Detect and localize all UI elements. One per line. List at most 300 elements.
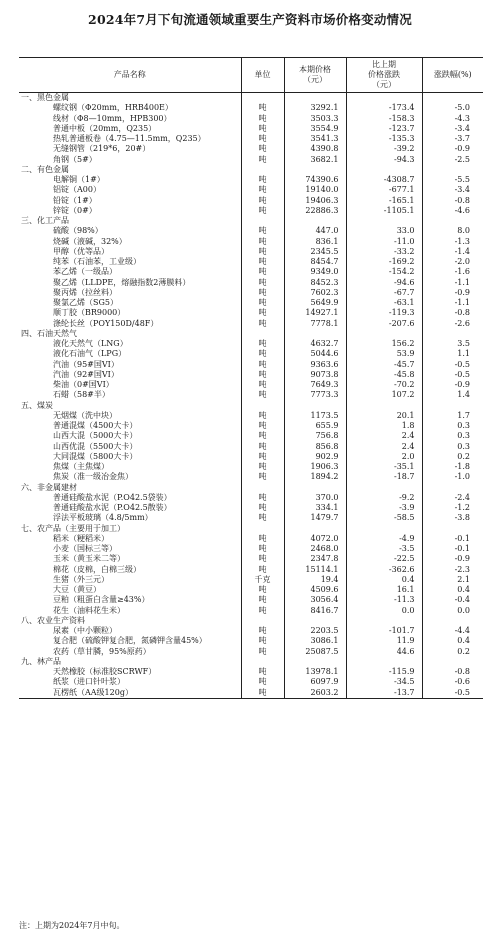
price-cell: 3503.3	[284, 114, 346, 124]
product-name: 烧碱（液碱，32%）	[53, 236, 127, 246]
unit-cell: 吨	[241, 206, 284, 216]
change-cell: 1.8	[346, 421, 422, 431]
percent-cell: 0.3	[422, 431, 483, 441]
product-name: 普通硅酸盐水泥（P.O42.5散装）	[53, 503, 172, 512]
empty-cell	[346, 216, 422, 226]
table-row	[19, 206, 483, 216]
empty-cell	[284, 216, 346, 226]
category-name: 四、石油天然气	[21, 328, 77, 338]
percent-cell: -0.1	[422, 544, 483, 554]
change-cell: -101.7	[346, 626, 422, 636]
percent-cell: -0.9	[422, 554, 483, 564]
percent-cell: -2.0	[422, 257, 483, 267]
empty-cell	[422, 329, 483, 339]
price-cell: 4072.0	[284, 534, 346, 544]
product-name: 电解铜（1#）	[53, 175, 105, 184]
table-row	[19, 339, 483, 349]
product-name: 天然橡胶（标准胶SCRWF）	[53, 667, 157, 676]
unit-cell: 吨	[241, 626, 284, 636]
product-name: 豆粕（粗蛋白含量≥43%）	[53, 595, 150, 605]
category-row	[19, 165, 483, 175]
percent-cell: -0.9	[422, 144, 483, 154]
product-name: 普通混煤（4500大卡）	[53, 421, 138, 430]
price-cell: 1906.3	[284, 462, 346, 472]
table-row	[19, 196, 483, 206]
product-name: 聚氯乙烯（SG5）	[53, 298, 118, 307]
price-cell: 74390.6	[284, 175, 346, 185]
table-row	[19, 636, 483, 646]
price-cell: 13978.1	[284, 667, 346, 677]
category-name: 六、非金属建材	[21, 482, 77, 492]
change-cell: -94.3	[346, 155, 422, 165]
table-row	[19, 349, 483, 359]
price-cell: 447.0	[284, 226, 346, 236]
unit-cell: 吨	[241, 544, 284, 554]
percent-cell: -4.6	[422, 206, 483, 216]
empty-cell	[422, 165, 483, 175]
category-row	[19, 483, 483, 493]
change-cell: -70.2	[346, 380, 422, 390]
change-cell: 20.1	[346, 411, 422, 421]
percent-cell: 0.4	[422, 585, 483, 595]
unit-cell: 吨	[241, 554, 284, 564]
price-table	[19, 57, 483, 699]
price-cell: 4632.7	[284, 339, 346, 349]
table-row	[19, 278, 483, 288]
price-cell: 14927.1	[284, 308, 346, 318]
change-cell: -67.7	[346, 288, 422, 298]
table-row	[19, 554, 483, 564]
empty-cell	[346, 401, 422, 411]
product-name: 纯苯（石油苯，工业级）	[53, 257, 141, 266]
percent-cell: -0.5	[422, 360, 483, 370]
product-name: 花生（油料花生米）	[53, 605, 125, 615]
product-name: 聚乙烯（LLDPE，熔融指数2薄膜料）	[53, 277, 191, 287]
product-name: 柴油（0#国VI）	[53, 380, 114, 389]
table-row	[19, 237, 483, 247]
table-row	[19, 452, 483, 462]
change-cell: -22.5	[346, 554, 422, 564]
product-name: 小麦（国标三等）	[53, 544, 117, 553]
change-cell: -4308.7	[346, 175, 422, 185]
unit-cell: 吨	[241, 237, 284, 247]
table-row	[19, 534, 483, 544]
price-cell: 5044.6	[284, 349, 346, 359]
change-cell: -135.3	[346, 134, 422, 144]
unit-cell: 吨	[241, 390, 284, 400]
unit-cell: 千克	[241, 575, 284, 585]
unit-cell: 吨	[241, 226, 284, 236]
percent-cell: 0.3	[422, 421, 483, 431]
unit-cell: 吨	[241, 257, 284, 267]
price-cell: 7778.1	[284, 319, 346, 329]
price-cell: 7773.3	[284, 390, 346, 400]
percent-cell: -0.9	[422, 380, 483, 390]
percent-cell: -3.4	[422, 124, 483, 134]
header-price-change: 比上期 价格涨跌 （元）	[346, 58, 422, 93]
price-cell: 19406.3	[284, 196, 346, 206]
price-cell: 3554.9	[284, 124, 346, 134]
change-cell: 156.2	[346, 339, 422, 349]
empty-cell	[241, 616, 284, 626]
empty-cell	[241, 524, 284, 534]
price-cell: 1894.2	[284, 472, 346, 482]
price-cell: 7649.3	[284, 380, 346, 390]
table-row	[19, 411, 483, 421]
change-cell: -13.7	[346, 688, 422, 699]
percent-cell: -0.5	[422, 370, 483, 380]
percent-cell: -1.1	[422, 278, 483, 288]
empty-cell	[241, 329, 284, 339]
product-name: 螺纹钢（Φ20mm，HRB400E）	[53, 103, 173, 113]
table-body	[19, 93, 483, 699]
unit-cell: 吨	[241, 565, 284, 575]
change-cell: 2.4	[346, 431, 422, 441]
percent-cell: 0.0	[422, 606, 483, 616]
percent-cell: -0.8	[422, 196, 483, 206]
product-name: 涤纶长丝（POY150D/48F）	[53, 318, 159, 328]
unit-cell: 吨	[241, 442, 284, 452]
empty-cell	[346, 657, 422, 667]
change-cell: -58.5	[346, 513, 422, 523]
percent-cell: -0.8	[422, 667, 483, 677]
unit-cell: 吨	[241, 534, 284, 544]
table-row	[19, 380, 483, 390]
unit-cell: 吨	[241, 339, 284, 349]
category-name: 九、林产品	[21, 656, 61, 666]
percent-cell: -5.0	[422, 103, 483, 113]
unit-cell: 吨	[241, 431, 284, 441]
table-row	[19, 575, 483, 585]
change-cell: -34.5	[346, 677, 422, 687]
percent-cell: -2.6	[422, 319, 483, 329]
table-header	[19, 58, 483, 93]
table-row	[19, 677, 483, 687]
price-cell: 22886.3	[284, 206, 346, 216]
table-row	[19, 370, 483, 380]
change-cell: -362.6	[346, 565, 422, 575]
price-cell: 856.8	[284, 442, 346, 452]
price-cell: 2468.0	[284, 544, 346, 554]
percent-cell: -1.1	[422, 298, 483, 308]
product-name: 浮法平板玻璃（4.8/5mm）	[53, 513, 153, 523]
percent-cell: -0.1	[422, 534, 483, 544]
change-cell: 53.9	[346, 349, 422, 359]
table-row	[19, 688, 483, 699]
unit-cell: 吨	[241, 319, 284, 329]
percent-cell: -0.4	[422, 595, 483, 605]
table-row	[19, 103, 483, 113]
change-cell: -173.4	[346, 103, 422, 113]
product-name: 甲醇（优等品）	[53, 246, 109, 256]
change-cell: -158.3	[346, 114, 422, 124]
empty-cell	[346, 93, 422, 104]
empty-cell	[284, 616, 346, 626]
category-row	[19, 216, 483, 226]
header-product-name: 产品名称	[19, 58, 241, 93]
table-row	[19, 513, 483, 523]
header-current-price: 本期价格 （元）	[284, 58, 346, 93]
unit-cell: 吨	[241, 606, 284, 616]
table-row	[19, 124, 483, 134]
change-cell: -123.7	[346, 124, 422, 134]
unit-cell: 吨	[241, 493, 284, 503]
unit-cell: 吨	[241, 421, 284, 431]
table-row	[19, 319, 483, 329]
unit-cell: 吨	[241, 134, 284, 144]
change-cell: -115.9	[346, 667, 422, 677]
price-cell: 3056.4	[284, 595, 346, 605]
empty-cell	[422, 657, 483, 667]
unit-cell: 吨	[241, 595, 284, 605]
table-row	[19, 175, 483, 185]
price-cell: 3292.1	[284, 103, 346, 113]
category-row	[19, 329, 483, 339]
percent-cell: 8.0	[422, 226, 483, 236]
percent-cell: -2.4	[422, 493, 483, 503]
product-name: 复合肥（硫酸钾复合肥，氮磷钾含量45%）	[53, 636, 207, 646]
empty-cell	[241, 657, 284, 667]
empty-cell	[346, 524, 422, 534]
change-cell: -35.1	[346, 462, 422, 472]
unit-cell: 吨	[241, 308, 284, 318]
unit-cell: 吨	[241, 452, 284, 462]
empty-cell	[241, 216, 284, 226]
empty-cell	[346, 483, 422, 493]
percent-cell: 0.4	[422, 636, 483, 646]
percent-cell: -1.2	[422, 503, 483, 513]
category-name: 八、农业生产资料	[21, 615, 85, 625]
product-name: 大同混煤（5800大卡）	[53, 451, 138, 461]
product-name: 线材（Φ8—10mm，HPB300）	[53, 113, 172, 123]
price-cell: 370.0	[284, 493, 346, 503]
price-cell: 756.8	[284, 431, 346, 441]
change-cell: 16.1	[346, 585, 422, 595]
change-cell: -11.3	[346, 595, 422, 605]
change-cell: -63.1	[346, 298, 422, 308]
percent-cell: -1.6	[422, 267, 483, 277]
empty-cell	[284, 657, 346, 667]
price-cell: 655.9	[284, 421, 346, 431]
table-row	[19, 185, 483, 195]
category-name: 五、煤炭	[21, 400, 53, 410]
unit-cell: 吨	[241, 503, 284, 513]
change-cell: -165.1	[346, 196, 422, 206]
price-cell: 25087.5	[284, 647, 346, 657]
empty-cell	[284, 483, 346, 493]
unit-cell: 吨	[241, 677, 284, 687]
table-row	[19, 472, 483, 482]
change-cell: -11.0	[346, 237, 422, 247]
table-row	[19, 585, 483, 595]
product-name: 聚丙烯（拉丝料）	[53, 287, 117, 297]
percent-cell: 1.1	[422, 349, 483, 359]
price-cell: 5649.9	[284, 298, 346, 308]
product-name: 汽油（95#国VI）	[53, 359, 119, 369]
unit-cell: 吨	[241, 103, 284, 113]
price-cell: 9349.0	[284, 267, 346, 277]
price-cell: 8452.3	[284, 278, 346, 288]
price-cell: 2203.5	[284, 626, 346, 636]
change-cell: 11.9	[346, 636, 422, 646]
percent-cell: -3.4	[422, 185, 483, 195]
product-name: 山西优混（5500大卡）	[53, 441, 138, 451]
empty-cell	[422, 524, 483, 534]
change-cell: -4.9	[346, 534, 422, 544]
percent-cell: -2.3	[422, 565, 483, 575]
change-cell: -1105.1	[346, 206, 422, 216]
product-name: 汽油（92#国VI）	[53, 369, 119, 379]
product-name: 瓦楞纸（AA级120g）	[19, 688, 241, 699]
unit-cell: 吨	[241, 247, 284, 257]
table-row	[19, 390, 483, 400]
unit-cell: 吨	[241, 278, 284, 288]
empty-cell	[346, 616, 422, 626]
header-change-percent: 涨跌幅(%)	[422, 58, 483, 93]
change-cell: -3.5	[346, 544, 422, 554]
unit-cell: 吨	[241, 124, 284, 134]
unit-cell: 吨	[241, 380, 284, 390]
table-row	[19, 462, 483, 472]
table-row	[19, 442, 483, 452]
percent-cell: -0.6	[422, 677, 483, 687]
change-cell: -154.2	[346, 267, 422, 277]
unit-cell: 吨	[241, 411, 284, 421]
empty-cell	[284, 524, 346, 534]
empty-cell	[346, 165, 422, 175]
header-unit: 单位	[241, 58, 284, 93]
change-cell: -9.2	[346, 493, 422, 503]
unit-cell: 吨	[241, 196, 284, 206]
price-cell: 3086.1	[284, 636, 346, 646]
product-name: 大豆（黄豆）	[53, 585, 101, 594]
price-cell: 4390.8	[284, 144, 346, 154]
product-name: 普通中板（20mm，Q235）	[53, 123, 157, 133]
percent-cell: -0.8	[422, 308, 483, 318]
category-name: 七、农产品（主要用于加工）	[21, 523, 125, 533]
empty-cell	[241, 483, 284, 493]
empty-cell	[346, 329, 422, 339]
unit-cell: 吨	[241, 688, 284, 699]
price-cell: 836.1	[284, 237, 346, 247]
price-cell: 902.9	[284, 452, 346, 462]
product-name: 玉米（黄玉米二等）	[53, 554, 125, 564]
category-name: 二、有色金属	[21, 164, 69, 174]
empty-cell	[422, 216, 483, 226]
percent-cell: 0.3	[422, 442, 483, 452]
change-cell: -18.7	[346, 472, 422, 482]
table-row	[19, 114, 483, 124]
product-name: 尿素（中小颗粒）	[53, 626, 117, 635]
percent-cell: -0.5	[422, 688, 483, 699]
price-cell: 9363.6	[284, 360, 346, 370]
table-row	[19, 155, 483, 165]
unit-cell: 吨	[241, 144, 284, 154]
category-name: 三、化工产品	[21, 216, 69, 225]
percent-cell: 0.2	[422, 647, 483, 657]
product-name: 液化石油气（LPG）	[53, 349, 127, 359]
price-cell: 15114.1	[284, 565, 346, 575]
empty-cell	[422, 401, 483, 411]
table-row	[19, 308, 483, 318]
price-cell: 334.1	[284, 503, 346, 513]
price-cell: 8454.7	[284, 257, 346, 267]
category-row	[19, 524, 483, 534]
table-row	[19, 267, 483, 277]
unit-cell: 吨	[241, 185, 284, 195]
percent-cell: -3.8	[422, 513, 483, 523]
price-cell: 3541.3	[284, 134, 346, 144]
unit-cell: 吨	[241, 360, 284, 370]
product-name: 生猪（外三元）	[53, 574, 109, 584]
change-cell: -45.8	[346, 370, 422, 380]
table-row	[19, 257, 483, 267]
category-name: 一、黑色金属	[21, 93, 69, 102]
category-row	[19, 401, 483, 411]
change-cell: 44.6	[346, 647, 422, 657]
price-cell: 2347.8	[284, 554, 346, 564]
product-name: 纸浆（进口针叶浆）	[53, 677, 125, 687]
price-cell: 6097.9	[284, 677, 346, 687]
empty-cell	[284, 401, 346, 411]
unit-cell: 吨	[241, 175, 284, 185]
percent-cell: -1.4	[422, 247, 483, 257]
product-name: 硫酸（98%）	[53, 226, 103, 236]
empty-cell	[284, 165, 346, 175]
table-row	[19, 134, 483, 144]
unit-cell: 吨	[241, 298, 284, 308]
unit-cell: 吨	[241, 585, 284, 595]
price-cell: 7602.3	[284, 288, 346, 298]
empty-cell	[284, 93, 346, 104]
product-name: 无烟煤（洗中块）	[53, 410, 117, 420]
empty-cell	[241, 93, 284, 104]
table-row	[19, 493, 483, 503]
table-row	[19, 595, 483, 605]
product-name: 苯乙烯（一级品）	[53, 267, 117, 277]
table-row	[19, 144, 483, 154]
change-cell: -45.7	[346, 360, 422, 370]
unit-cell: 吨	[241, 647, 284, 657]
product-name: 顺丁胶（BR9000）	[53, 308, 126, 318]
product-name: 无缝钢管（219*6，20#）	[53, 144, 151, 154]
price-cell: 2603.2	[284, 688, 346, 699]
page-title: 2024年7月下旬流通领域重要生产资料市场价格变动情况	[88, 12, 412, 27]
change-cell: -677.1	[346, 185, 422, 195]
unit-cell: 吨	[241, 155, 284, 165]
price-cell: 1479.7	[284, 513, 346, 523]
footnote: 注：上期为2024年7月中旬。	[19, 921, 125, 930]
table-row	[19, 421, 483, 431]
percent-cell: -2.5	[422, 155, 483, 165]
unit-cell: 吨	[241, 267, 284, 277]
product-name: 锌锭（0#）	[53, 205, 97, 215]
price-cell: 3682.1	[284, 155, 346, 165]
percent-cell: 2.1	[422, 575, 483, 585]
unit-cell: 吨	[241, 636, 284, 646]
product-name: 石蜡（58#半）	[53, 390, 110, 400]
change-cell: 33.0	[346, 226, 422, 236]
empty-cell	[422, 93, 483, 104]
percent-cell: 0.2	[422, 452, 483, 462]
percent-cell: -4.4	[422, 626, 483, 636]
table-row	[19, 431, 483, 441]
product-name: 焦炭（准一级冶金焦）	[53, 472, 133, 482]
product-name: 铝锭（A00）	[53, 185, 101, 195]
change-cell: -33.2	[346, 247, 422, 257]
product-name: 铅锭（1#）	[53, 195, 97, 205]
product-name: 山西大混（5000大卡）	[53, 431, 138, 441]
